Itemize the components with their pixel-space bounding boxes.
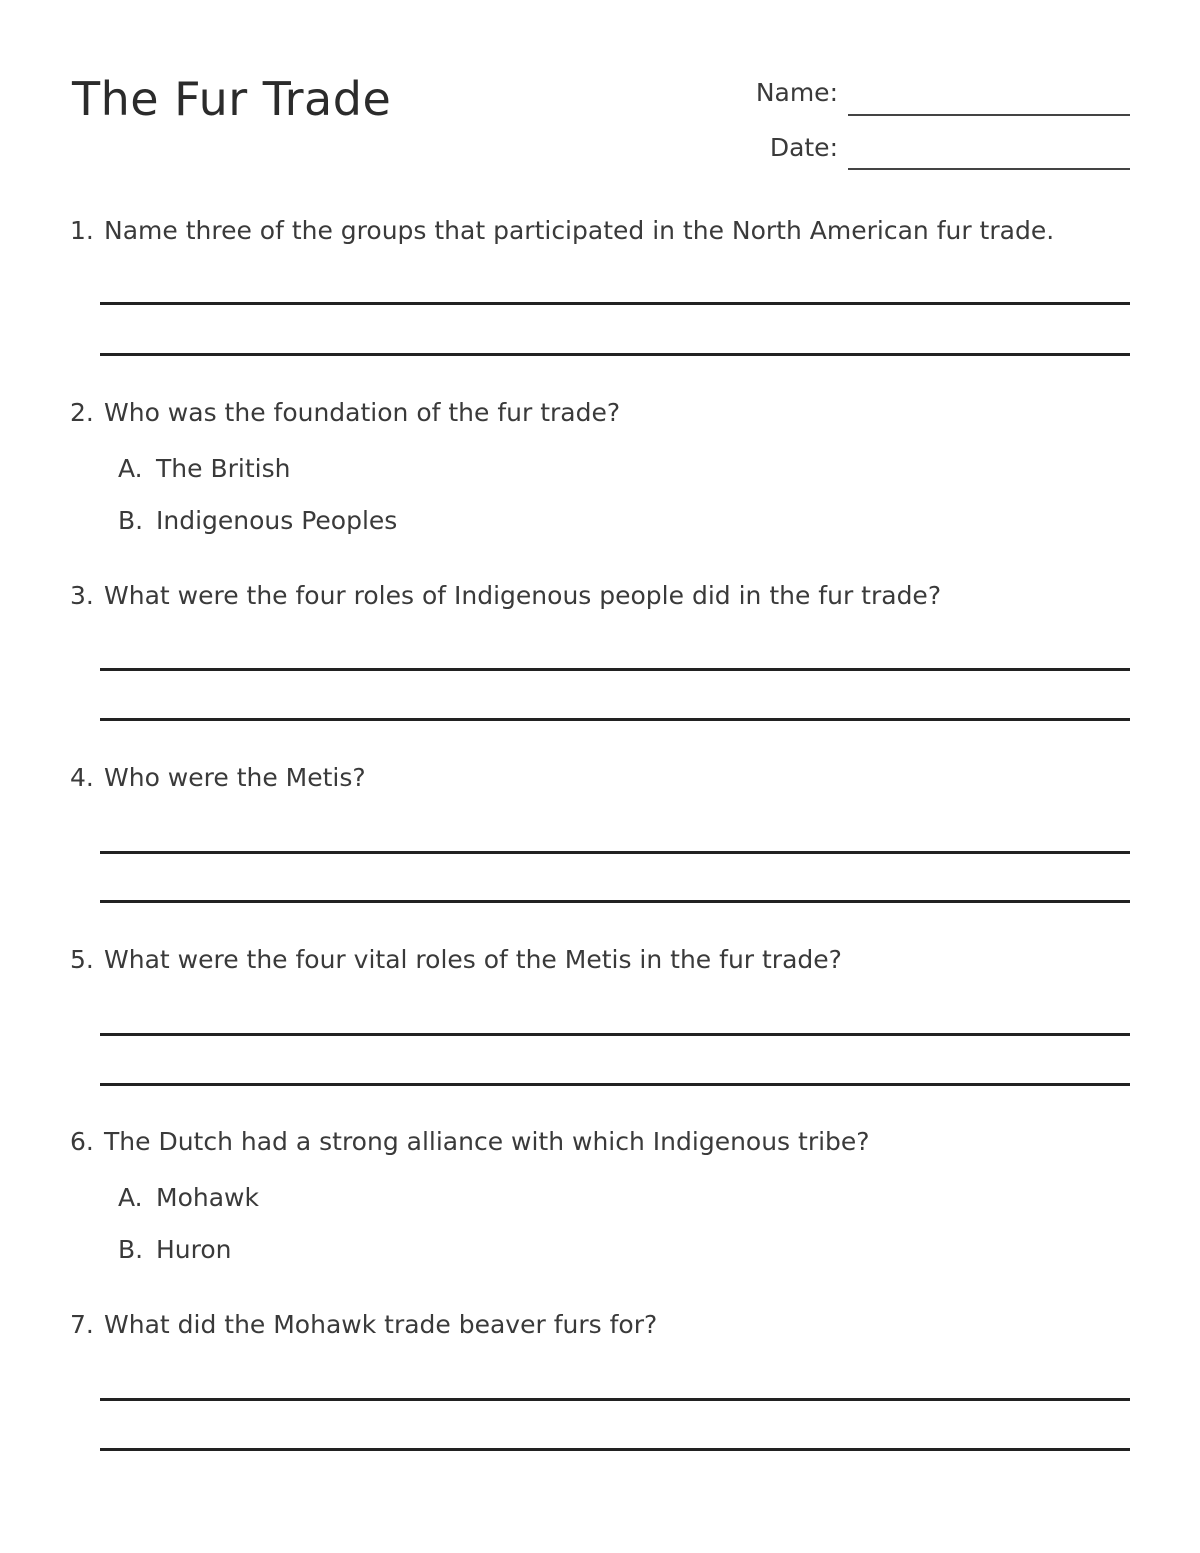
name-field-line[interactable]: [848, 114, 1130, 116]
question-number: 6.: [70, 1127, 94, 1156]
answer-line[interactable]: [100, 353, 1130, 356]
option-text: Indigenous Peoples: [156, 506, 398, 535]
answer-line[interactable]: [100, 1033, 1130, 1036]
question-text: Who were the Metis?: [104, 763, 366, 792]
answer-line[interactable]: [100, 718, 1130, 721]
date-field-line[interactable]: [848, 168, 1130, 170]
question-7: [70, 1310, 657, 1339]
question-number: 5.: [70, 945, 94, 974]
option-b[interactable]: [118, 1235, 232, 1264]
question-number: 1.: [70, 216, 94, 245]
question-2: [70, 398, 620, 427]
question-1: [70, 216, 1054, 245]
answer-line[interactable]: [100, 668, 1130, 671]
option-letter: A.: [118, 454, 143, 483]
question-text: The Dutch had a strong alliance with which Indigenous tribe?: [104, 1127, 870, 1156]
question-number: 7.: [70, 1310, 94, 1339]
option-b[interactable]: [118, 506, 397, 535]
answer-line[interactable]: [100, 302, 1130, 305]
question-text: Who was the foundation of the fur trade?: [104, 398, 621, 427]
option-letter: A.: [118, 1183, 143, 1212]
question-number: 4.: [70, 763, 94, 792]
question-number: 3.: [70, 581, 94, 610]
question-text: What did the Mohawk trade beaver furs for?: [104, 1310, 658, 1339]
name-label: Name:: [755, 78, 838, 107]
option-text: Huron: [156, 1235, 232, 1264]
option-letter: B.: [118, 1235, 144, 1264]
date-label: Date:: [769, 133, 838, 162]
answer-line[interactable]: [100, 1448, 1130, 1451]
worksheet-title: The Fur Trade: [72, 72, 392, 126]
answer-line[interactable]: [100, 851, 1130, 854]
answer-line[interactable]: [100, 1083, 1130, 1086]
question-6: [70, 1127, 870, 1156]
question-number: 2.: [70, 398, 94, 427]
option-a[interactable]: [118, 454, 290, 483]
option-text: The British: [156, 454, 291, 483]
question-3: [70, 581, 941, 610]
option-letter: B.: [118, 506, 144, 535]
question-4: [70, 763, 366, 792]
option-a[interactable]: [118, 1183, 259, 1212]
question-5: [70, 945, 842, 974]
question-text: What were the four roles of Indigenous people did in the fur trade?: [104, 581, 942, 610]
question-text: What were the four vital roles of the Metis in the fur trade?: [104, 945, 842, 974]
answer-line[interactable]: [100, 900, 1130, 903]
answer-line[interactable]: [100, 1398, 1130, 1401]
question-text: Name three of the groups that participated in the North American fur trade.: [104, 216, 1055, 245]
option-text: Mohawk: [156, 1183, 259, 1212]
